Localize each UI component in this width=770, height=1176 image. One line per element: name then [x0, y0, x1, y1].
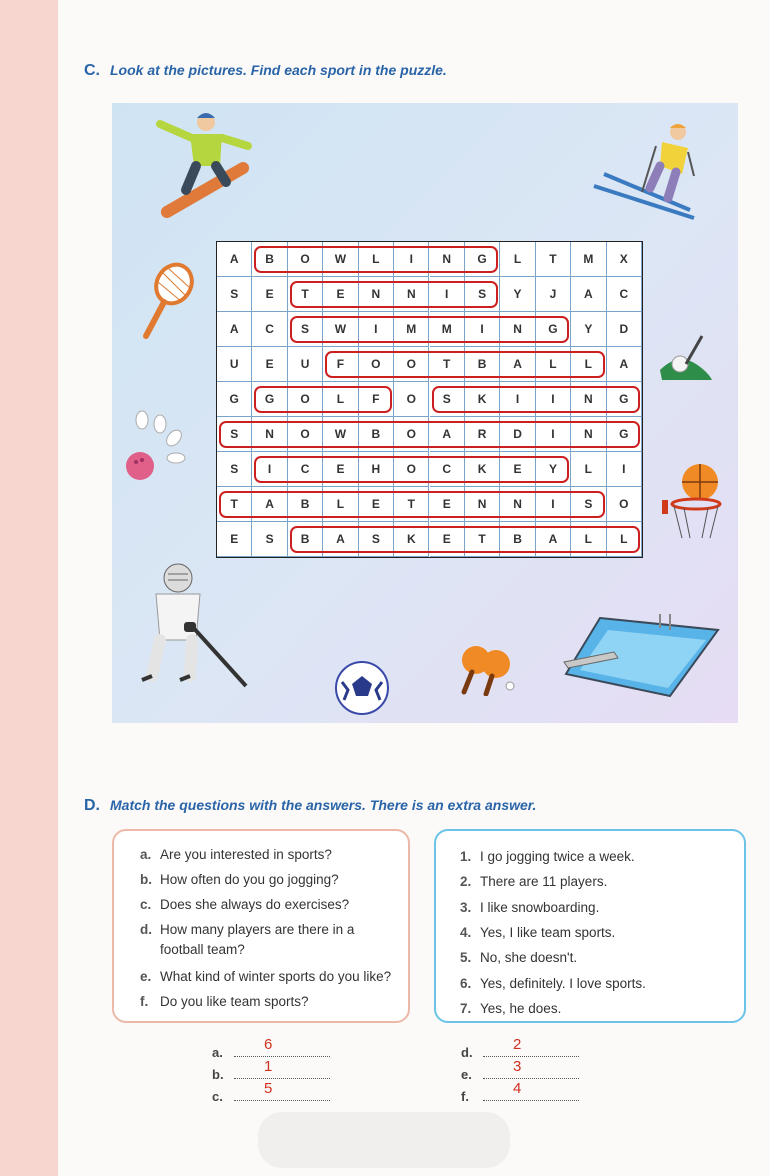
- puzzle-cell[interactable]: L: [359, 242, 394, 277]
- puzzle-cell[interactable]: B: [288, 487, 323, 522]
- puzzle-cell[interactable]: B: [465, 347, 500, 382]
- match-answer-d[interactable]: d. 2: [461, 1042, 579, 1060]
- match-answer-b[interactable]: b. 1: [212, 1064, 330, 1082]
- puzzle-cell[interactable]: O: [607, 487, 642, 522]
- table-tennis-icon: [458, 642, 518, 696]
- puzzle-cell[interactable]: T: [430, 347, 465, 382]
- puzzle-cell[interactable]: A: [571, 277, 606, 312]
- puzzle-cell[interactable]: L: [536, 347, 571, 382]
- section-d-heading: [84, 797, 536, 815]
- puzzle-cell[interactable]: G: [465, 242, 500, 277]
- puzzle-cell[interactable]: U: [288, 347, 323, 382]
- puzzle-cell[interactable]: M: [571, 242, 606, 277]
- answer-item: 6. Yes, definitely. I love sports.: [460, 976, 646, 991]
- section-c-instruction: Look at the pictures. Find each sport in the puzzle.: [110, 62, 447, 78]
- puzzle-cell[interactable]: O: [394, 382, 429, 417]
- question-item: e. What kind of winter sports do you like?: [140, 969, 392, 984]
- page-margin-strip: [0, 0, 58, 1176]
- questions-box: [112, 829, 410, 1023]
- puzzle-cell[interactable]: S: [288, 312, 323, 347]
- section-d-instruction: Match the questions with the answers. There is an extra answer.: [110, 797, 537, 813]
- puzzle-cell[interactable]: T: [217, 487, 252, 522]
- puzzle-cell[interactable]: C: [607, 277, 642, 312]
- puzzle-cell[interactable]: E: [252, 347, 287, 382]
- puzzle-cell[interactable]: M: [430, 312, 465, 347]
- puzzle-cell[interactable]: A: [607, 347, 642, 382]
- puzzle-cell[interactable]: B: [288, 522, 323, 557]
- puzzle-cell[interactable]: B: [500, 522, 535, 557]
- skier-icon: [590, 118, 702, 224]
- puzzle-cell[interactable]: T: [288, 277, 323, 312]
- puzzle-cell[interactable]: W: [323, 242, 358, 277]
- puzzle-cell[interactable]: F: [323, 347, 358, 382]
- puzzle-cell[interactable]: A: [252, 487, 287, 522]
- puzzle-cell[interactable]: B: [252, 242, 287, 277]
- puzzle-cell[interactable]: N: [359, 277, 394, 312]
- question-item: c. Does she always do exercises?: [140, 897, 350, 912]
- puzzle-cell[interactable]: L: [323, 487, 358, 522]
- puzzle-cell[interactable]: N: [500, 487, 535, 522]
- answer-item: 1. I go jogging twice a week.: [460, 849, 635, 864]
- puzzle-cell[interactable]: M: [394, 312, 429, 347]
- basketball-hoop-icon: [660, 460, 730, 544]
- section-c-letter: C.: [84, 62, 100, 79]
- puzzle-cell[interactable]: R: [465, 417, 500, 452]
- question-item: d. How many players are there in a football team?: [140, 922, 355, 957]
- puzzle-cell[interactable]: K: [465, 382, 500, 417]
- answer-item: 4. Yes, I like team sports.: [460, 925, 616, 940]
- puzzle-cell[interactable]: E: [252, 277, 287, 312]
- puzzle-cell[interactable]: D: [607, 312, 642, 347]
- puzzle-cell[interactable]: I: [394, 242, 429, 277]
- puzzle-cell[interactable]: T: [394, 487, 429, 522]
- question-item: a. Are you interested in sports?: [140, 847, 332, 862]
- puzzle-cell[interactable]: F: [359, 382, 394, 417]
- puzzle-cell[interactable]: I: [465, 312, 500, 347]
- puzzle-cell[interactable]: H: [359, 452, 394, 487]
- puzzle-cell[interactable]: S: [217, 452, 252, 487]
- puzzle-cell[interactable]: T: [465, 522, 500, 557]
- puzzle-cell[interactable]: O: [394, 452, 429, 487]
- puzzle-cell[interactable]: A: [500, 347, 535, 382]
- puzzle-cell[interactable]: I: [536, 417, 571, 452]
- puzzle-cell[interactable]: O: [288, 242, 323, 277]
- match-answer-a[interactable]: a. 6: [212, 1042, 330, 1060]
- answers-box: [434, 829, 746, 1023]
- puzzle-cell[interactable]: G: [536, 312, 571, 347]
- puzzle-cell[interactable]: S: [217, 417, 252, 452]
- puzzle-cell[interactable]: A: [217, 312, 252, 347]
- match-answer-e[interactable]: e. 3: [461, 1064, 579, 1082]
- puzzle-cell[interactable]: I: [607, 452, 642, 487]
- puzzle-cell[interactable]: C: [430, 452, 465, 487]
- puzzle-cell[interactable]: I: [536, 382, 571, 417]
- puzzle-cell[interactable]: B: [359, 417, 394, 452]
- answer-item: 3. I like snowboarding.: [460, 900, 600, 915]
- ice-hockey-player-icon: [130, 558, 254, 692]
- puzzle-cell[interactable]: C: [252, 312, 287, 347]
- puzzle-cell[interactable]: W: [323, 417, 358, 452]
- puzzle-cell[interactable]: O: [288, 382, 323, 417]
- puzzle-cell[interactable]: Y: [536, 452, 571, 487]
- puzzle-cell[interactable]: Y: [500, 277, 535, 312]
- puzzle-cell[interactable]: I: [252, 452, 287, 487]
- answer-item: 2. There are 11 players.: [460, 874, 608, 889]
- puzzle-cell[interactable]: A: [323, 522, 358, 557]
- puzzle-cell[interactable]: U: [217, 347, 252, 382]
- puzzle-cell[interactable]: A: [430, 417, 465, 452]
- puzzle-cell[interactable]: O: [394, 347, 429, 382]
- puzzle-cell[interactable]: I: [500, 382, 535, 417]
- puzzle-cell[interactable]: Y: [571, 312, 606, 347]
- answer-item: 7. Yes, he does.: [460, 1001, 562, 1016]
- answer-item: 5. No, she doesn't.: [460, 950, 578, 965]
- section-c-heading: [84, 62, 447, 80]
- puzzle-cell[interactable]: A: [217, 242, 252, 277]
- puzzle-cell[interactable]: O: [394, 417, 429, 452]
- puzzle-cell[interactable]: G: [252, 382, 287, 417]
- puzzle-cell[interactable]: T: [536, 242, 571, 277]
- puzzle-cell[interactable]: K: [394, 522, 429, 557]
- puzzle-cell[interactable]: S: [217, 277, 252, 312]
- puzzle-cell[interactable]: E: [500, 452, 535, 487]
- match-answer-f[interactable]: f. 4: [461, 1086, 579, 1104]
- puzzle-cell[interactable]: X: [607, 242, 642, 277]
- puzzle-cell[interactable]: E: [430, 487, 465, 522]
- puzzle-cell[interactable]: I: [430, 277, 465, 312]
- swimming-pool-icon: [560, 610, 720, 698]
- puzzle-cell[interactable]: C: [288, 452, 323, 487]
- puzzle-cell[interactable]: N: [500, 312, 535, 347]
- section-d-letter: D.: [84, 797, 100, 814]
- match-answer-c[interactable]: c. 5: [212, 1086, 330, 1104]
- puzzle-cell[interactable]: S: [571, 487, 606, 522]
- puzzle-cell[interactable]: O: [359, 347, 394, 382]
- puzzle-cell[interactable]: K: [465, 452, 500, 487]
- puzzle-cell[interactable]: G: [217, 382, 252, 417]
- puzzle-cell[interactable]: J: [536, 277, 571, 312]
- puzzle-cell[interactable]: N: [394, 277, 429, 312]
- puzzle-cell[interactable]: S: [252, 522, 287, 557]
- puzzle-cell[interactable]: L: [323, 382, 358, 417]
- puzzle-cell[interactable]: N: [571, 417, 606, 452]
- word-search-grid: [216, 241, 643, 558]
- snowboarder-icon: [150, 108, 255, 220]
- puzzle-cell[interactable]: S: [465, 277, 500, 312]
- puzzle-cell[interactable]: N: [465, 487, 500, 522]
- puzzle-cell[interactable]: I: [536, 487, 571, 522]
- puzzle-cell[interactable]: E: [430, 522, 465, 557]
- puzzle-cell[interactable]: I: [359, 312, 394, 347]
- bowling-icon: [124, 410, 188, 486]
- puzzle-cell[interactable]: O: [288, 417, 323, 452]
- football-icon: [334, 660, 390, 716]
- puzzle-cell[interactable]: G: [607, 382, 642, 417]
- puzzle-cell[interactable]: G: [607, 417, 642, 452]
- puzzle-cell[interactable]: N: [252, 417, 287, 452]
- tennis-racket-icon: [138, 262, 196, 344]
- puzzle-cell[interactable]: N: [430, 242, 465, 277]
- puzzle-cell[interactable]: L: [571, 452, 606, 487]
- puzzle-cell[interactable]: N: [571, 382, 606, 417]
- puzzle-cell[interactable]: W: [323, 312, 358, 347]
- puzzle-cell[interactable]: S: [430, 382, 465, 417]
- puzzle-cell[interactable]: E: [323, 452, 358, 487]
- footer-shape: [258, 1112, 510, 1168]
- question-item: b. How often do you go jogging?: [140, 872, 339, 887]
- puzzle-cell[interactable]: L: [571, 522, 606, 557]
- puzzle-cell[interactable]: A: [536, 522, 571, 557]
- question-item: f. Do you like team sports?: [140, 994, 309, 1009]
- puzzle-cell[interactable]: E: [359, 487, 394, 522]
- puzzle-cell[interactable]: E: [323, 277, 358, 312]
- puzzle-cell[interactable]: E: [217, 522, 252, 557]
- puzzle-cell[interactable]: D: [500, 417, 535, 452]
- golf-ball-icon: [658, 334, 714, 382]
- puzzle-cell[interactable]: L: [571, 347, 606, 382]
- puzzle-cell[interactable]: S: [359, 522, 394, 557]
- puzzle-cell[interactable]: L: [607, 522, 642, 557]
- puzzle-cell[interactable]: L: [500, 242, 535, 277]
